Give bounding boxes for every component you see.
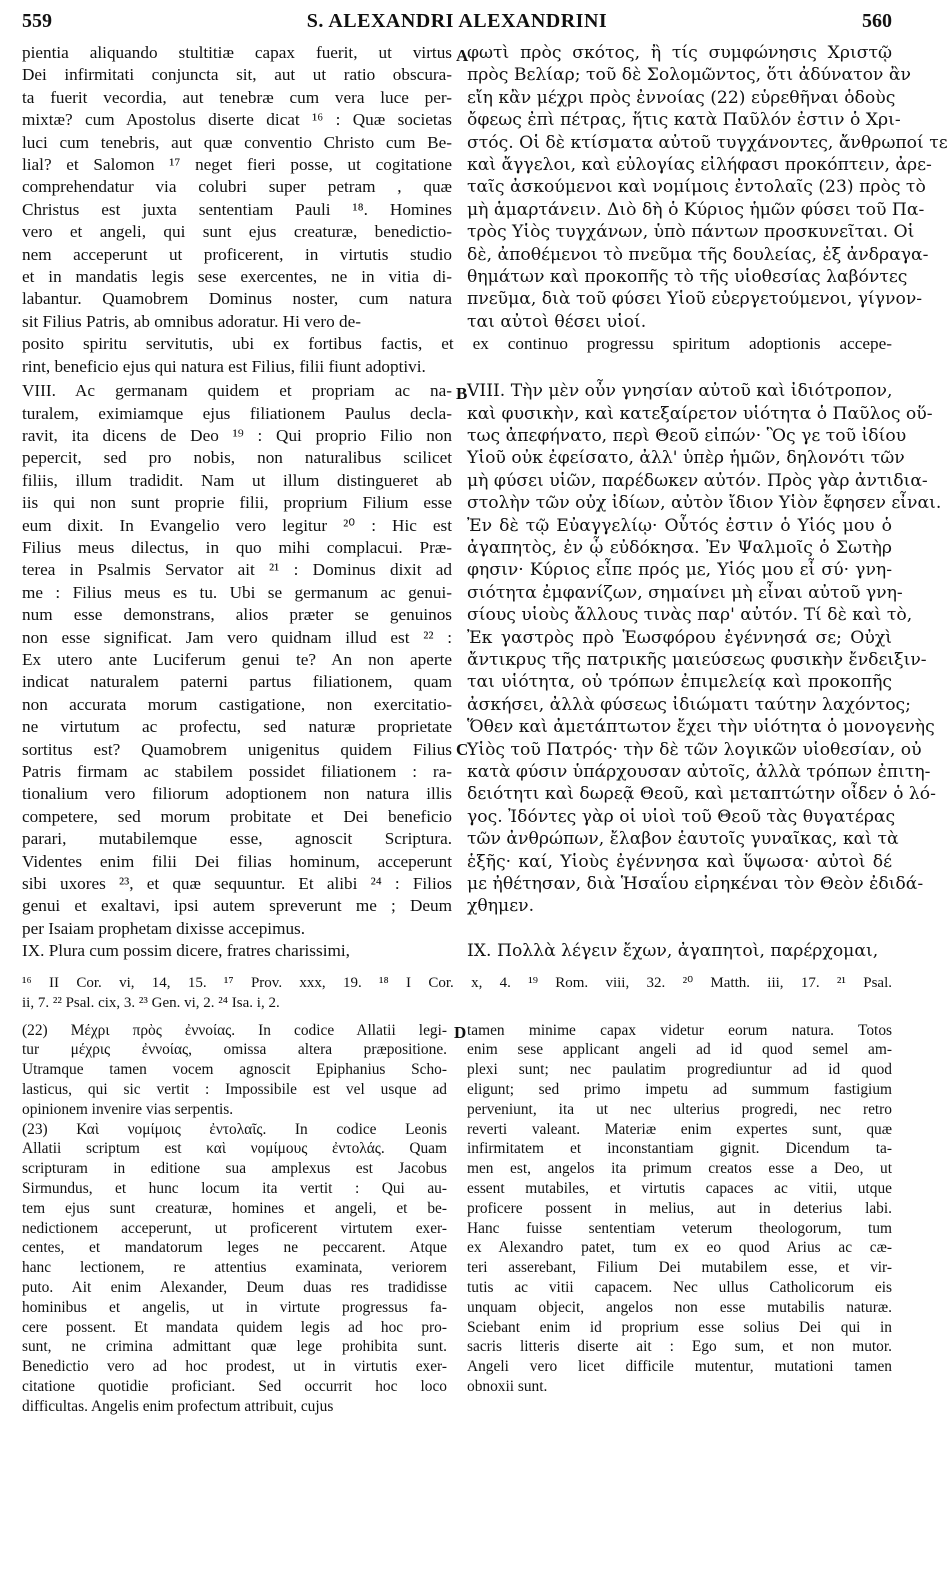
- text-line: καὶ φυσικὴν, καὶ κατεξαίρετον υἱότητα ὁ Παῦλος οὕ-: [467, 403, 933, 424]
- note-line: Hanc fuisse sententiam veterum theologorum, tum: [467, 1219, 892, 1237]
- section-a: [22, 42, 948, 333]
- text-line: στός. Οἱ δὲ κτίσματα αὐτοῦ τυγχάνοντες, ἄνθρωποί τε: [467, 132, 948, 153]
- text-line: δειότητι καὶ δωρεᾷ Θεοῦ, καὶ μεταπτώτην οἶδεν ὁ λό-: [467, 784, 936, 805]
- note-line: Utramque tamen vocem agnoscit Epiphanius Scho-: [22, 1061, 447, 1079]
- text-line: Υἱοῦ οὐκ ἐφείσατο, ἀλλ' ὑπὲρ ἡμῶν, δηλονότι τῶν: [467, 448, 905, 469]
- text-line: ne virtutum ac profectu, sed naturæ proprietate: [22, 717, 452, 737]
- note-line: plexi sunt; nec paulatim progrediuntur ad id quod: [467, 1061, 892, 1079]
- text-line: tionalium vero filiorum adoptionem non natura illis: [22, 784, 452, 804]
- full-width-text: [22, 333, 892, 378]
- marker-c: C: [456, 740, 469, 760]
- text-line: eum dixit. In Evangelio vero legitur ²⁰ : Hic est: [22, 515, 452, 535]
- note-line: teri asserebant, Filium Dei mutabilem esse, et vir-: [467, 1259, 892, 1277]
- text-line: δὲ, ἀποθέμενοι τὸ πνεῦμα τῆς δουλείας, ἐξ ἀνδραγα-: [467, 244, 929, 265]
- notes-section: [22, 1021, 892, 1417]
- text-line: parari, mutabilemque esse, agnoscit Scriptura.: [22, 829, 452, 849]
- text-line: iis qui non sunt proprie filii, proprium Filium esse: [22, 493, 452, 513]
- note-line: citatione quotidie proficiant. Sed occurrit hoc loco: [22, 1378, 447, 1395]
- text-line: ἀγαπητὸς, ἐν ᾧ εὐδόκησα. Ἐν Ψαλμοῖς ὁ Σωτὴρ: [467, 537, 892, 558]
- text-line: ται υἱότητα, οὐ τρόπων ἐπιμελείᾳ καὶ προκοπῆς: [467, 672, 892, 693]
- text-line: φωτὶ πρὸς σκότος, ἢ τίς συμφώνησις Χριστῷ: [467, 43, 892, 63]
- text-line: Dei infirmitati conjuncta sit, aut ut ratio obscura-: [22, 65, 452, 85]
- text-line: Ex utero ante Luciferum genui te? An non aperte: [22, 649, 452, 669]
- note-line: lasticus, qui sic vertit : Impossibile est vel usque ad: [22, 1081, 447, 1099]
- text-line: ὄφεως ἐπὶ πέτρας, ἥτις κατὰ Παῦλόν ἐστιν ὁ Χρι-: [467, 110, 901, 131]
- greek-column-a: [467, 42, 948, 333]
- note-line: essent mutabiles, et virtutis capaces ac vitii, utque: [467, 1180, 892, 1198]
- text-line: posito spiritu servitutis, ubi ex fortibus factis, et ex continuo progressu spiritum adoptionis accepe-: [22, 334, 892, 354]
- note-line: hominibus et angelis, ut in virtute progressus fa-: [22, 1298, 447, 1316]
- text-line: IX. Plura cum possim dicere, fratres charissimi,: [22, 941, 350, 961]
- text-line: sit Filius Patris, ab omnibus adoratur. Hi vero de-: [22, 311, 361, 331]
- text-line: τρὸς Υἱὸς τυγχάνων, ὑπὸ πάντων προσκυνεῖται. Οἱ: [467, 222, 915, 243]
- text-line: turalem, eximiamque ejus filiationem Paulus decla-: [22, 403, 452, 423]
- text-line: labantur. Quamobrem Dominus noster, cum natura: [22, 289, 452, 309]
- text-line: ta fuerit vecordia, aut tenebræ cum vera luce per-: [22, 87, 452, 107]
- text-line: sortitus est? Quamobrem unigenitus quidem Filius: [22, 739, 452, 759]
- note-line: opinionem invenire vias serpentis.: [22, 1100, 234, 1118]
- text-line: mixtæ? cum Apostolus diserte dicat ¹⁶ : Quæ societas: [22, 110, 452, 130]
- running-title: S. ALEXANDRI ALEXANDRINI: [306, 10, 608, 32]
- note-line: sacris litteris diserte ait : Ego sum, et non mutor.: [467, 1338, 892, 1356]
- note-line: centes, et mandatorum leges ne peccarent. Atque: [22, 1239, 447, 1257]
- note-line: unquam objecit, angelos non esse mutabilis naturæ.: [467, 1298, 892, 1316]
- text-line: Ὅθεν καὶ ἀμετάπτωτον ἔχει τὴν υἱότητα ὁ μονογενὴς: [467, 717, 935, 738]
- page-number-left: 559: [22, 10, 52, 32]
- note-line: tutis ac vitii capacem. Nec ullus Catholicorum eis: [467, 1279, 892, 1297]
- text-line: [467, 918, 892, 940]
- note-line: ex Alexandro patet, tum ex eo quod Arius ac cæ-: [467, 1239, 892, 1257]
- note-line: reverti valeant. Materiæ enim expertes sunt, quæ: [467, 1120, 892, 1138]
- note-line: nedictionem acceperunt, ut proficerent virtutem exer-: [22, 1219, 447, 1237]
- text-line: pepercit, sed pro nobis, non naturalibus scilicet: [22, 448, 452, 468]
- note-line: Benedictio vero ad hoc prodest, ut in virtutis exer-: [22, 1358, 447, 1376]
- latin-column-b: [22, 380, 452, 963]
- text-line: χθημεν.: [467, 896, 535, 917]
- text-line: τως ἀπεφήνατο, περὶ Θεοῦ εἰπών· Ὃς γε τοῦ ἰδίου: [467, 425, 907, 446]
- note-line: men est, angelos ita primum creatos esse a Deo, ut: [467, 1160, 892, 1178]
- text-line: γος. Ἰδόντες γὰρ οἱ υἱοὶ τοῦ Θεοῦ τὰς θυγατέρας: [467, 806, 896, 827]
- text-line: Ἐν δὲ τῷ Εὐαγγελίῳ· Οὗτός ἐστιν ὁ Υἱός μου ὁ: [467, 515, 892, 536]
- text-line: rint, beneficio ejus qui natura est Filius, filii fiunt adoptivi.: [22, 356, 426, 376]
- note-line: (22) Μέχρι πρὸς ἐννοίας. In codice Allatii legi-: [22, 1021, 447, 1039]
- note-line: tem ejus sunt creaturæ, homines et angeli, et be-: [22, 1199, 447, 1217]
- note-line: infirmitatem et inconstantiam gignit. Dicendum ta-: [467, 1140, 892, 1158]
- text-line: lial? et Salomon ¹⁷ neget fieri posse, ut cogitatione: [22, 155, 452, 175]
- note-line: eligunt; sed primo impetu ad summum fastigium: [467, 1081, 892, 1099]
- text-line: comprehendatur via colubri super petram , quæ: [22, 177, 452, 197]
- text-line: pientia aliquando stultitiæ capax fuerit, ut virtus: [22, 43, 452, 62]
- text-line: non accurata morum castigatione, non exercitatio-: [22, 694, 452, 714]
- text-line: ἀσκήσει, ἀλλὰ φύσεως ἰδιώματι ταύτην λαχόντος;: [467, 694, 911, 715]
- footnote-line: ¹⁶ II Cor. vi, 14, 15. ¹⁷ Prov. xxx, 19. ¹⁸ I Cor. x, 4. ¹⁹ Rom. viii, 32. ²⁰ Matth. iii, 17. ²¹ Psal.: [22, 974, 892, 991]
- text-line: vero et angeli, qui sunt ejus creaturæ, benedictio-: [22, 222, 452, 242]
- greek-column-b: [467, 380, 942, 963]
- text-line: στολὴν τῶν οὐχ ἰδίων, αὐτὸν ἴδιον Υἱὸν ἔφησεν εἶναι.: [467, 493, 942, 514]
- note-line: (23) Καὶ νομίμοις ἐντολαῖς. In codice Leonis: [22, 1120, 447, 1138]
- note-line: Angeli vero licet difficile mutentur, mutationi tamen: [467, 1358, 892, 1376]
- text-line: Filius meus dilectus, in quo mihi complacui. Præ-: [22, 537, 452, 557]
- latin-column-a: [22, 42, 452, 333]
- note-line: tamen minime capax videtur eorum natura. Totos: [467, 1021, 892, 1039]
- text-line: luci cum tenebris, aut quæ conventio Christo cum Be-: [22, 132, 452, 152]
- note-line: tur μέχρις ἐννοίας, omissa altera præpositione.: [22, 1041, 447, 1059]
- text-line: ται αὐτοὶ θέσει υἱοί.: [467, 311, 647, 332]
- text-line: πνεῦμα, διὰ τοῦ φύσει Υἱοῦ εὐεργετούμενοι, γίγνον-: [467, 289, 923, 310]
- marker-d: D: [454, 1022, 467, 1042]
- note-line: sunt, ne crimina admittant quæ lege prohibita sunt.: [22, 1338, 447, 1356]
- text-line: ταῖς ἀσκούμενοι καὶ νομίμοις ἐντολαῖς (23) πρὸς τὸ: [467, 177, 926, 198]
- footnote-line: ii, 7. ²² Psal. cix, 3. ²³ Gen. vi, 2. ²⁴ Isa. i, 2.: [22, 994, 280, 1011]
- text-line: competere, sed morum probitate et Dei beneficio: [22, 806, 452, 826]
- notes-right-column: [467, 1021, 892, 1417]
- text-line: Υἱὸς τοῦ Πατρός· τὴν δὲ τῶν λογικῶν υἱοθεσίαν, οὐ: [467, 739, 922, 760]
- text-line: et in mandatis legis sese exercentes, ne in vitia di-: [22, 267, 452, 287]
- text-line: σιότητα ἐμφανίζων, σημαίνει μὴ εἶναι αὐτοῦ γνη-: [467, 582, 903, 603]
- note-line: obnoxii sunt.: [467, 1378, 548, 1395]
- text-line: μὴ φύσει υἱῶν, παρέδωκεν αὐτόν. Πρὸς γὰρ ἀντιδια-: [467, 470, 928, 491]
- note-line: puto. Ait enim Alexander, Deum duas res tradidisse: [22, 1279, 447, 1297]
- text-line: σίους υἱοὺς ἄλλους τινὰς παρ' αὐτόν. Τί δὲ καὶ τὸ,: [467, 605, 913, 626]
- note-line: Sciebant enim id proprium esse solius Dei qui in: [467, 1318, 892, 1336]
- note-line: perveniunt, ita ut nec ulterius progredi, nec retro: [467, 1100, 892, 1118]
- text-line: τῶν ἀνθρώπων, ἔλαβον ἑαυτοῖς γυναῖκας, καὶ τὰ: [467, 829, 899, 850]
- text-line: ravit, ita dicens de Deo ¹⁹ : Qui proprio Filio non: [22, 425, 452, 445]
- text-line: nem acceperunt ut proficerent, in virtutis studio: [22, 244, 452, 264]
- text-line: sibi uxores ²³, et quæ sequuntur. Et alibi ²⁴ : Filios: [22, 874, 452, 894]
- text-line: num esse demonstrans, alios præter se genuinos: [22, 605, 452, 625]
- text-line: non esse significat. Jam vero quidnam illud est ²² :: [22, 627, 452, 647]
- text-line: με ἠθέτησαν, διὰ Ἡσαΐου εἰρηκέναι τὸν Θεὸν ἐδιδά-: [467, 874, 924, 895]
- text-line: ἄντικρυς τῆς πατρικῆς μαιεύσεως φυσικὴν ἔνδειξιν-: [467, 649, 927, 670]
- notes-left-column: [22, 1021, 447, 1417]
- marker-b: B: [456, 384, 468, 404]
- note-line: proficere possent in melius, aut in deterius labi.: [467, 1199, 892, 1217]
- text-line: κατὰ φύσιν ὑπάρχουσαν αὐτοῖς, ἀλλὰ τρόπων ἐπιτη-: [467, 762, 931, 782]
- text-line: VIII. Τὴν μὲν οὖν γνησίαν αὐτοῦ καὶ ἰδιότροπον,: [467, 381, 893, 402]
- footnotes: [22, 973, 892, 1013]
- note-line: Sirmundus, et hunc locum ita vertit : Qui au-: [22, 1180, 447, 1198]
- text-line: εἴη κἂν μέχρι πρὸς ἐννοίας (22) εὑρεθῆναι ὁδοὺς: [467, 87, 896, 108]
- text-line: indicat naturalem paterni partus filiationem, quam: [22, 672, 452, 692]
- text-line: θημάτων καὶ προκοπῆς τὸ τῆς υἱοθεσίας λαβόντες: [467, 267, 908, 288]
- text-line: filiis, illum tradidit. Nam ut illum distingueret ab: [22, 470, 452, 490]
- page-number-right: 560: [861, 10, 892, 32]
- text-line: me : Filius meus es tu. Ubi se germanum ac genui-: [22, 582, 452, 602]
- text-line: καὶ ἄγγελοι, καὶ εὐλογίας εἰλήφασι προκόπτειν, ἀρε-: [467, 155, 932, 176]
- note-line: enim sese applicant angeli ad id quod semel am-: [467, 1041, 892, 1059]
- text-line: Patris firmam ac stabilem possidet filiationem : ra-: [22, 762, 452, 781]
- page-header: [22, 10, 892, 42]
- text-line: IX. Πολλὰ λέγειν ἔχων, ἀγαπητοὶ, παρέρχομαι,: [467, 941, 879, 962]
- note-line: difficultas. Angelis enim profectum attribuit, cujus: [22, 1397, 334, 1415]
- text-line: φησιν· Κύριος εἶπε πρός με, Υἱός μου εἶ σύ· γνη-: [467, 560, 892, 581]
- marker-a: A: [456, 46, 469, 65]
- text-line: Videntes enim filii Dei filias hominum, acceperunt: [22, 851, 452, 871]
- note-line: Allatii scriptum est καὶ νομίμους ἐντολάς. Quam: [22, 1140, 447, 1158]
- text-line: genui et exaltavi, ipsi autem spreverunt me ; Deum: [22, 896, 452, 916]
- text-line: VIII. Ac germanam quidem et propriam ac na-: [22, 381, 452, 401]
- section-b: [22, 380, 942, 963]
- note-line: scripturam in editione sua amplexus est Jacobus: [22, 1160, 447, 1178]
- note-line: cere possent. Et mandata quidem legis ad hoc pro-: [22, 1318, 447, 1336]
- text-line: terea in Psalmis Servator ait ²¹ : Dominus dixit ad: [22, 560, 452, 580]
- note-line: hanc lectionem, re attentius examinata, veriorem: [22, 1259, 447, 1277]
- text-line: Ἐκ γαστρὸς πρὸ Ἑωσφόρου ἐγέννησά σε; Οὐχὶ: [467, 627, 892, 648]
- text-line: ἑξῆς· καί, Υἱοὺς ἐγέννησα καὶ ὕψωσα· αὐτοὶ δέ: [467, 851, 892, 872]
- text-line: μὴ ἁμαρτάνειν. Διὸ δὴ ὁ Κύριος ἡμῶν φύσει τοῦ Πα-: [467, 199, 925, 220]
- text-line: πρὸς Βελίαρ; τοῦ δὲ Σολομῶντος, ὅτι ἀδύνατον ἂν: [467, 65, 911, 86]
- text-line: Christus est juxta sententiam Pauli ¹⁸. Homines: [22, 199, 452, 219]
- text-line: per Isaiam prophetam dixisse accepimus.: [22, 918, 306, 938]
